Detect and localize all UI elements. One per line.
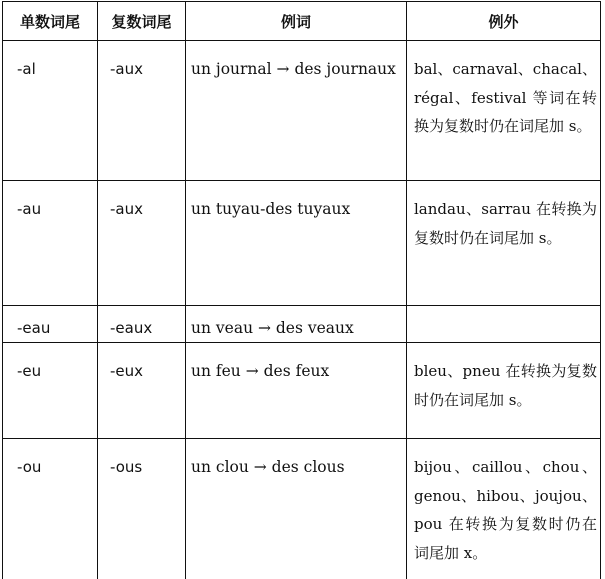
plural-ending-cell: -eaux bbox=[98, 306, 186, 343]
singular-ending-cell: -eu bbox=[3, 343, 98, 439]
plural-ending-cell: -aux bbox=[98, 41, 186, 181]
header-singular-ending: 单数词尾 bbox=[3, 2, 98, 41]
table-row bbox=[3, 41, 601, 181]
header-plural-ending: 复数词尾 bbox=[98, 2, 186, 41]
singular-ending-cell: -al bbox=[3, 41, 98, 181]
plural-ending-cell: -aux bbox=[98, 181, 186, 306]
plural-ending-cell: -ous bbox=[98, 439, 186, 579]
exception-cell: bleu、pneu 在转换为复数时仍在词尾加 s。 bbox=[407, 343, 601, 439]
header-row bbox=[3, 2, 601, 41]
example-cell: un clou → des clous bbox=[186, 439, 407, 579]
example-cell: un feu → des feux bbox=[186, 343, 407, 439]
plural-ending-cell: -eux bbox=[98, 343, 186, 439]
table-body bbox=[3, 41, 601, 579]
table-row bbox=[3, 439, 601, 579]
example-cell: un journal → des journaux bbox=[186, 41, 407, 181]
exception-cell: bijou、caillou、chou、genou、hibou、joujou、pou 在转换为复数时仍在词尾加 x。 bbox=[407, 439, 601, 579]
plural-rules-table bbox=[2, 1, 601, 579]
table-row bbox=[3, 343, 601, 439]
singular-ending-cell: -eau bbox=[3, 306, 98, 343]
table-row bbox=[3, 306, 601, 343]
example-cell: un tuyau-des tuyaux bbox=[186, 181, 407, 306]
table-row bbox=[3, 181, 601, 306]
example-cell: un veau → des veaux bbox=[186, 306, 407, 343]
table-header bbox=[3, 2, 601, 41]
singular-ending-cell: -ou bbox=[3, 439, 98, 579]
exception-cell: landau、sarrau 在转换为复数时仍在词尾加 s。 bbox=[407, 181, 601, 306]
exception-cell: bal、carnaval、chacal、régal、festival 等词在转换为复数时仍在词尾加 s。 bbox=[407, 41, 601, 181]
header-example: 例词 bbox=[186, 2, 407, 41]
singular-ending-cell: -au bbox=[3, 181, 98, 306]
exception-cell bbox=[407, 306, 601, 343]
header-exception: 例外 bbox=[407, 2, 601, 41]
